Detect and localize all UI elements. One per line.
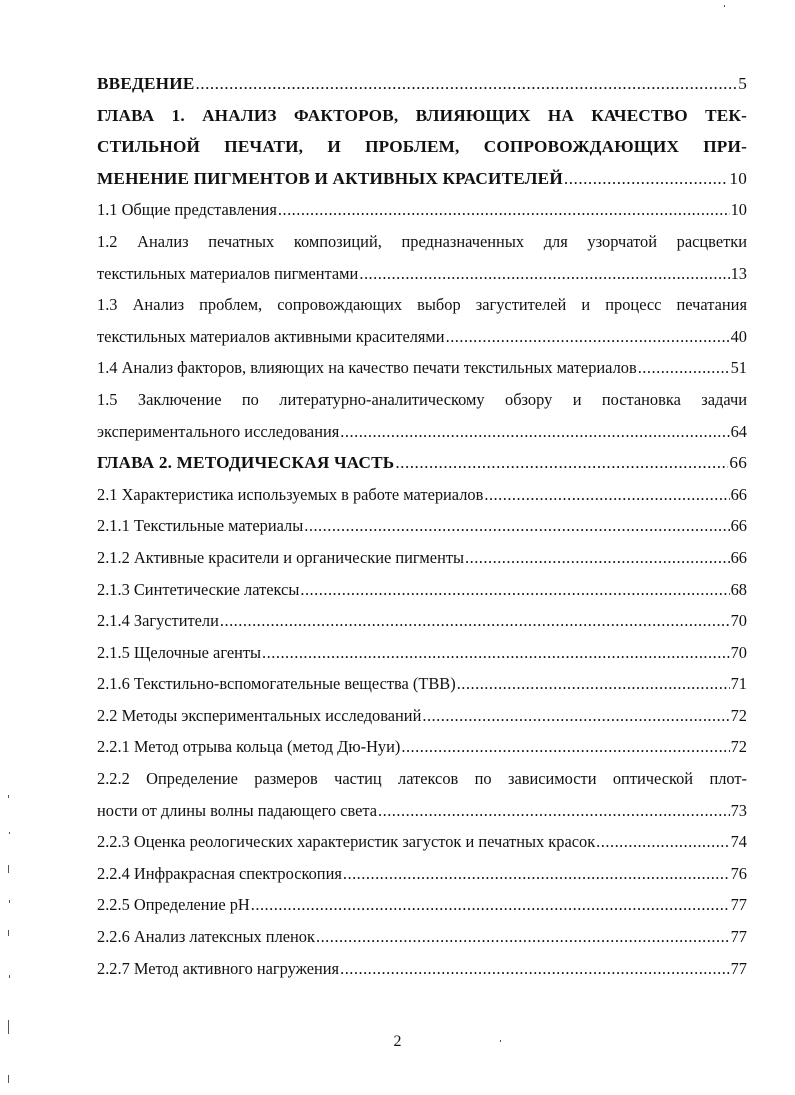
toc-entry-line [97, 68, 747, 100]
toc-entry-title-line: 2.2.2 Определение размеров частиц латексов по зависимости оптической плот- [97, 769, 747, 789]
toc-entry [97, 479, 747, 511]
dot-leader [484, 479, 729, 511]
toc-entry [97, 921, 747, 953]
scan-speck [8, 930, 9, 936]
page-number: 2 [393, 1033, 402, 1050]
scan-speck [9, 900, 10, 903]
toc-entry-page: 70 [730, 642, 747, 662]
toc-entry-page: 77 [730, 895, 747, 915]
toc-entry-line [97, 352, 747, 384]
toc-entry [97, 858, 747, 890]
toc-entry-title: МЕНЕНИЕ ПИГМЕНТОВ И АКТИВНЫХ КРАСИТЕЛЕЙ [97, 168, 563, 188]
toc-entry-title: 2.1 Характеристика используемых в работе материалов [97, 484, 484, 504]
toc-entry-page: 70 [730, 611, 747, 631]
toc-entry [97, 226, 747, 289]
table-of-contents [97, 68, 747, 984]
dot-leader [304, 510, 729, 542]
toc-entry-title-line: ГЛАВА 1. АНАЛИЗ ФАКТОРОВ, ВЛИЯЮЩИХ НА КАЧЕСТВО ТЕК- [97, 105, 747, 125]
toc-entry [97, 100, 747, 195]
toc-entry-page: 10 [729, 168, 747, 188]
toc-entry-line [97, 258, 747, 290]
toc-entry-line [97, 542, 747, 574]
toc-entry [97, 763, 747, 826]
dot-leader [340, 416, 729, 448]
dot-leader [251, 889, 730, 921]
dot-leader [378, 795, 730, 827]
toc-entry-line [97, 826, 747, 858]
toc-entry-page: 77 [730, 927, 747, 947]
dot-leader [340, 953, 730, 985]
dot-leader [300, 574, 729, 606]
toc-entry-line [97, 637, 747, 669]
toc-entry-title: экспериментального исследования [97, 421, 340, 441]
toc-entry-line [97, 858, 747, 890]
scan-speck [9, 975, 10, 978]
toc-entry-title-line: СТИЛЬНОЙ ПЕЧАТИ, И ПРОБЛЕМ, СОПРОВОЖДАЮЩИХ ПРИ- [97, 137, 747, 157]
toc-entry-line [97, 194, 747, 226]
toc-entry-page: 13 [730, 263, 747, 283]
toc-entry [97, 542, 747, 574]
toc-entry [97, 605, 747, 637]
toc-entry-title: 2.1.4 Загустители [97, 611, 219, 631]
toc-entry [97, 637, 747, 669]
toc-entry-page: 72 [730, 737, 747, 757]
toc-entry [97, 510, 747, 542]
toc-entry [97, 352, 747, 384]
toc-entry-line [97, 731, 747, 763]
toc-entry [97, 826, 747, 858]
dot-leader [422, 700, 729, 732]
dot-leader [220, 605, 730, 637]
toc-entry [97, 668, 747, 700]
toc-entry-page: 73 [730, 800, 747, 820]
toc-entry-title: 2.2 Методы экспериментальных исследований [97, 705, 422, 725]
toc-entry-page: 40 [730, 326, 747, 346]
toc-entry [97, 953, 747, 985]
toc-entry-title: 2.2.5 Определение pH [97, 895, 250, 915]
toc-entry-title: 2.2.4 Инфракрасная спектроскопия [97, 863, 342, 883]
toc-entry-page: 51 [730, 358, 747, 378]
toc-entry-title-line: 1.5 Заключение по литературно-аналитическому обзору и постановка задачи [97, 389, 747, 409]
dot-leader [343, 858, 730, 890]
toc-entry [97, 289, 747, 352]
scan-speck [500, 1040, 501, 1042]
toc-entry-page: 66 [730, 484, 747, 504]
toc-entry-page: 5 [738, 74, 747, 93]
toc-entry-line [97, 605, 747, 637]
toc-entry-page: 72 [730, 705, 747, 725]
toc-entry-title: 2.1.6 Текстильно-вспомогательные вещества (ТВВ) [97, 674, 456, 694]
toc-entry [97, 731, 747, 763]
toc-entry-page: 74 [730, 832, 747, 852]
toc-entry-title-line: 1.3 Анализ проблем, сопровождающих выбор загустителей и процесс печатания [97, 295, 747, 315]
toc-entry-line [97, 795, 747, 827]
toc-entry-line [97, 416, 747, 448]
toc-entry-title: 2.2.3 Оценка реологических характеристик загусток и печатных красок [97, 832, 596, 852]
dot-leader [465, 542, 730, 574]
scan-speck [724, 5, 725, 7]
toc-entry-page: 64 [730, 421, 747, 441]
toc-entry-page: 68 [730, 579, 747, 599]
toc-entry-title-line: 1.2 Анализ печатных композиций, предназначенных для узорчатой расцветки [97, 231, 747, 251]
toc-entry-title: 2.1.2 Активные красители и органические пигменты [97, 547, 465, 567]
dot-leader [457, 668, 730, 700]
scan-speck [8, 865, 9, 873]
dot-leader [596, 826, 729, 858]
scan-speck [9, 832, 10, 834]
toc-entry-line [97, 321, 747, 353]
toc-entry-page: 66 [729, 453, 747, 473]
scan-speck [8, 795, 9, 798]
toc-entry-title: ГЛАВА 2. МЕТОДИЧЕСКАЯ ЧАСТЬ [97, 453, 395, 473]
toc-entry-line [97, 953, 747, 985]
dot-leader [446, 321, 730, 353]
toc-entry [97, 68, 747, 100]
toc-entry-title: ности от длины волны падающего света [97, 800, 378, 820]
dot-leader [316, 921, 730, 953]
toc-entry-page: 76 [730, 863, 747, 883]
toc-entry-line [97, 447, 747, 479]
toc-entry-title: 1.1 Общие представления [97, 200, 277, 220]
dot-leader [401, 731, 729, 763]
toc-entry-page: 66 [730, 547, 747, 567]
toc-entry-line [97, 510, 747, 542]
dot-leader [564, 163, 728, 195]
dot-leader [638, 352, 730, 384]
toc-entry-line [97, 479, 747, 511]
dot-leader [195, 68, 737, 100]
toc-entry-line [97, 921, 747, 953]
dot-leader [359, 258, 729, 290]
toc-entry-title: 2.2.6 Анализ латексных пленок [97, 927, 315, 947]
dot-leader [395, 447, 728, 479]
dot-leader [262, 637, 730, 669]
toc-entry-page: 10 [730, 200, 747, 220]
toc-entry-line [97, 889, 747, 921]
toc-entry [97, 574, 747, 606]
toc-entry-page: 71 [730, 674, 747, 694]
toc-entry-line [97, 163, 747, 195]
toc-entry-title: 2.1.1 Текстильные материалы [97, 516, 304, 536]
toc-entry [97, 700, 747, 732]
toc-entry-page: 66 [730, 516, 747, 536]
dot-leader [278, 194, 730, 226]
toc-entry-title: 1.4 Анализ факторов, влияющих на качество печати текстильных материалов [97, 358, 637, 378]
toc-entry [97, 889, 747, 921]
toc-entry [97, 194, 747, 226]
toc-entry-title: 2.2.1 Метод отрыва кольца (метод Дю-Нуи) [97, 737, 401, 757]
toc-entry-page: 77 [730, 958, 747, 978]
toc-entry-title: текстильных материалов пигментами [97, 263, 359, 283]
toc-entry-line [97, 574, 747, 606]
toc-entry-line [97, 700, 747, 732]
toc-entry-title: 2.1.5 Щелочные агенты [97, 642, 262, 662]
toc-entry [97, 447, 747, 479]
toc-entry-line [97, 668, 747, 700]
toc-entry [97, 384, 747, 447]
toc-entry-title: текстильных материалов активными красителями [97, 326, 445, 346]
toc-entry-title: 2.1.3 Синтетические латексы [97, 579, 300, 599]
toc-entry-title: ВВЕДЕНИЕ [97, 74, 195, 93]
scan-speck [8, 1075, 9, 1083]
toc-entry-title: 2.2.7 Метод активного нагружения [97, 958, 340, 978]
scan-speck [8, 1020, 9, 1034]
